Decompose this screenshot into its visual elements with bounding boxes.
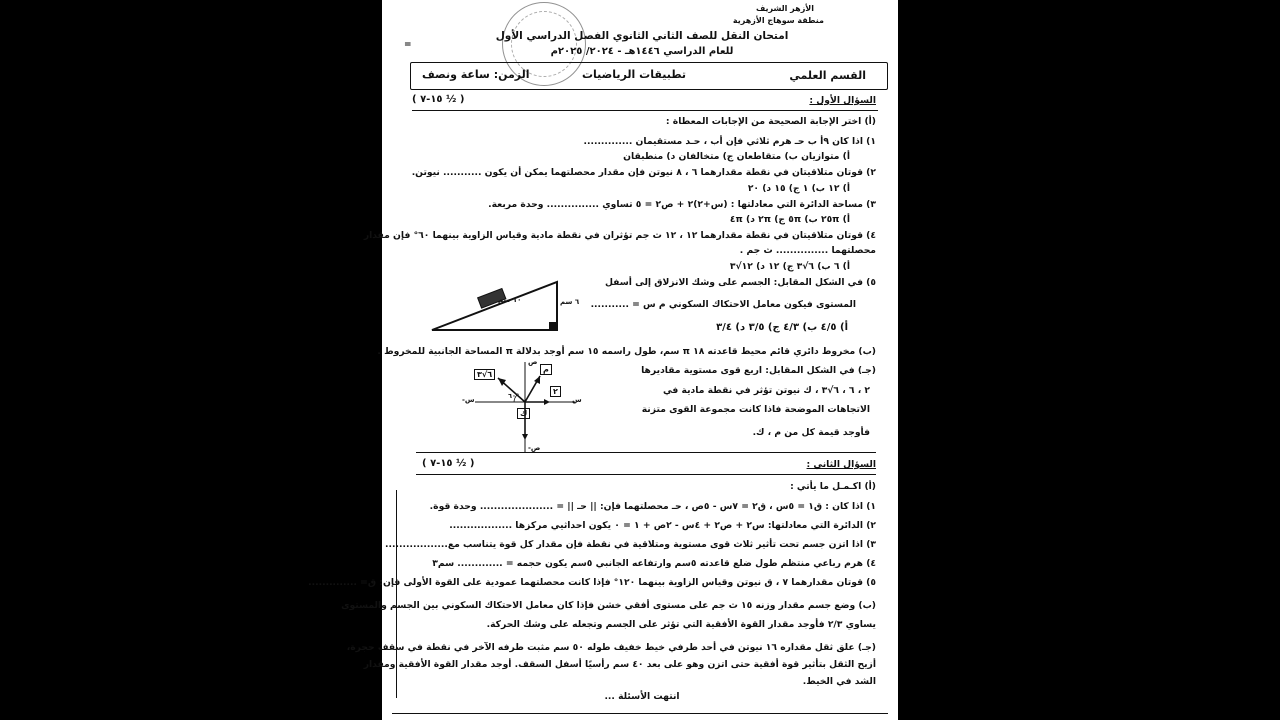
margin-line — [396, 490, 397, 698]
q1-item1: ١) اذا كان ٩أ ب حـ هرم ثلاثي فإن أب ، حـد مستقيمان .............. — [583, 136, 876, 147]
q2-underline — [416, 474, 876, 475]
q2-part-a: (أ) اكـمـل ما يأتي : — [790, 481, 876, 492]
axis-x-neg-label: س- — [462, 396, 475, 404]
exam-title: امتحان النقل للصف الثاني الثانوي الفصل الدراسي الأول — [495, 30, 789, 42]
force-label-6root3: ٦√٣ — [474, 369, 495, 380]
q1-item5-cont: المستوى فيكون معامل الاحتكاك السكوني م س = ........... — [590, 299, 856, 310]
q1-part-a: (أ) اختر الإجابة الصحيحة من الإجابات المعطاة : — [665, 116, 876, 127]
axis-x-label: س — [572, 396, 582, 404]
force-label-m: م — [540, 364, 552, 375]
force-label-2: ٢ — [550, 386, 561, 397]
institution-name: الأزهر الشريف — [755, 4, 814, 13]
q1-part-b: (ب) مخروط دائري قائم محيط قاعدته ١٨ π سم، طول راسمه ١٥ سم أوجد بدلالة π المساحة الجانبية للمخروط . — [377, 346, 876, 357]
bottom-rule — [392, 713, 888, 714]
q1-item4-options: أ) ٦ ب) ٦√٣ ج) ١٢ د) ١٢√٣ — [729, 261, 850, 272]
fig1-hyp-label: ١٠ سم — [498, 296, 522, 304]
q2-part-c-line1: (جـ) علق ثقل مقداره ١٦ نيوتن في أحد طرفي خيط خفيف طوله ٥٠ سم مثبت طرفه الآخر في نقطة في سقف حجرة، — [346, 642, 876, 653]
end-of-questions: انتهت الأسئلة ... — [604, 691, 680, 702]
q1-title: السؤال الأول : — [809, 95, 876, 106]
q2-part-c-line2: أزيح الثقل بتأثير قوة أفقية حتى اتزن وهو على بعد ٤٠ سم رأسيًا أسفل السقف. أوجد مقدار القوة الأفقية ومقدار — [363, 659, 876, 670]
q2-item1: ١) اذا كان : ق١ = ٥س ، ق٢ = ٧س - ٥ص ، حـ محصلتهما فإن: || حـ || = ..................... وحدة قوة. — [429, 501, 876, 512]
section-divider — [416, 452, 876, 453]
q1-part-c-line1: (جـ) في الشكل المقابل: اربع قوى مستوية مقاديرها — [641, 365, 876, 376]
q1-item4: ٤) قوتان متلاقيتان في نقطة مقدارهما ١٢ ، ١٢ ث جم تؤثران في نقطة مادية وقياس الزاوية بينهما ٦٠° فإن مقدار — [363, 230, 876, 241]
q1-item2: ٢) قوتان متلاقيتان في نقطة مقدارهما ٦ ، ٨ نيوتن فإن مقدار محصلتهما يمكن أن يكون ........... نيوتن. — [411, 167, 876, 178]
q1-underline — [412, 110, 878, 111]
q1-item3: ٣) مساحة الدائرة التي معادلتها : (س+٢)٢ + ص٢ = ٥ تساوي ............... وحدة مربعة. — [488, 199, 876, 210]
q2-part-b-line2: يساوي ٢/٣ فأوجد مقدار القوة الأفقية التي تؤثر على الجسم وتجعله على وشك الحركة. — [486, 619, 876, 630]
inclined-plane-figure — [427, 280, 580, 336]
q2-part-b-line1: (ب) وضع جسم مقدار وزنه ١٥ ث جم على مستوى أفقي خشن فإذا كان معامل الاحتكاك السكوني بين الجسم والمستوى — [341, 600, 876, 611]
force-label-k: ك — [517, 408, 530, 419]
fig1-side-label: ٦ سم — [560, 298, 580, 306]
q1-score: ( ١٥-٧ ½ ) — [412, 94, 465, 105]
q1-item3-options: أ) ٢٥π ب) ٥π ج) ٢π د) ٤π — [729, 214, 850, 225]
dash-mark: = — [404, 40, 412, 50]
q1-part-c-line3: الاتجاهات الموضحة فاذا كانت مجموعة القوى متزنة — [641, 404, 870, 415]
time-label: الزمن: ساعة ونصف — [422, 68, 530, 81]
q2-item4: ٤) هرم رباعي منتظم طول ضلع قاعدته ٥سم وارتفاعه الجانبي ٥سم يكون حجمه = ............. سم٣ — [432, 558, 876, 569]
q2-title: السؤال الثاني : — [806, 459, 876, 470]
axis-y-neg-label: ص- — [528, 444, 541, 452]
exam-year: للعام الدراسي ١٤٤٦هـ - ٢٠٢٤/ ٢٠٢٥م — [550, 46, 734, 57]
q1-item2-options: أ) ١٢ ب) ١ ج) ١٥ د) ٢٠ — [747, 183, 850, 194]
q2-item3: ٣) اذا اتزن جسم تحت تأثير ثلاث قوى مستوية ومتلاقية في نقطة فإن مقدار كل قوة يتناسب مع.................. — [385, 539, 876, 550]
subject-label: تطبيقات الرياضيات — [582, 68, 687, 81]
q2-part-c-line3: الشد في الخيط. — [802, 676, 876, 687]
axis-y-label: ص — [528, 358, 538, 366]
q1-part-c-line4: فأوجد قيمة كل من م ، ك. — [752, 427, 870, 438]
q2-item5: ٥) قوتان مقدارهما ٧ ، ق نيوتن وقياس الزاوية بينهما ١٢٠° فإذا كانت محصلتهما عمودية على القوة الأولى فإن: ق= .............. — [308, 577, 876, 588]
q2-item2: ٢) الدائرة التي معادلتها: س٢ + ص٢ + ٤س - ٢ص + ١ = ٠ يكون احداثيي مركزها .................. — [449, 520, 876, 531]
q2-score: ( ١٥-٧ ½ ) — [422, 458, 475, 469]
q1-item4-cont: محصلتهما ............... ث جم . — [739, 245, 876, 256]
q1-item1-options: أ) متوازيان ب) متقاطعان ج) متخالفان د) منطبقان — [623, 151, 850, 162]
angle-label: ٦٠° — [508, 392, 520, 400]
region-name: منطقة سوهاج الأزهرية — [732, 16, 824, 25]
q1-item5: ٥) في الشكل المقابل: الجسم على وشك الانزلاق إلى أسفل — [604, 277, 876, 288]
exam-paper — [308, 0, 898, 720]
q1-item5-options: أ) ٤/٥ ب) ٤/٣ ج) ٣/٥ د) ٣/٤ — [716, 322, 848, 333]
section-label: القسم العلمي — [789, 69, 866, 82]
q1-part-c-line2: ٢ ، ٦ ، ٦√٣ ، ك نيوتن تؤثر في نقطة مادية في — [663, 385, 870, 396]
